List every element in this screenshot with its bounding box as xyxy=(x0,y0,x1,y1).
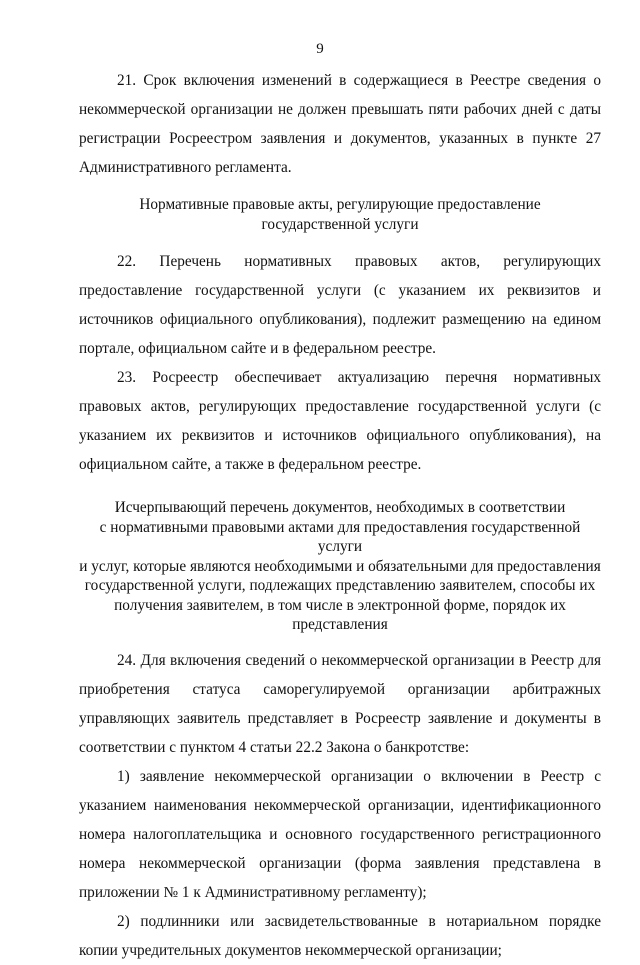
page-number: 9 xyxy=(316,41,324,57)
paragraph-23: 23. Росреестр обеспечивает актуализацию перечня нормативных правовых актов, регулирующих предоставление государственной услуги (с указанием их реквизитов и источников официального опубликования), на официальном сайте, а также в федеральном реестре. xyxy=(79,369,601,473)
section-heading-documents-list xyxy=(79,498,601,635)
section-heading-legal-acts xyxy=(79,195,601,234)
paragraph-22: 22. Перечень нормативных правовых актов, регулирующих предоставление государственной услуги (с указанием их реквизитов и источников официального опубликования), подлежит размещению на едином портале, официальном сайте и в федеральном реестре. xyxy=(79,253,601,357)
heading-line: и услуг, которые являются необходимыми и обязательными для предоставления xyxy=(79,557,601,575)
heading-line: с нормативными правовыми актами для предоставления государственной услуги xyxy=(99,518,581,555)
paragraph-21: 21. Срок включения изменений в содержащиеся в Реестре сведения о некоммерческой организации не должен превышать пяти рабочих дней с даты регистрации Росреестром заявления и документов, указанных в пункте 27 Административного регламента. xyxy=(79,72,601,176)
heading-line: государственной услуги xyxy=(261,215,419,233)
heading-line: представления xyxy=(292,616,388,633)
list-item-24-1: 1) заявление некоммерческой организации о включении в Реестр с указанием наименования некоммерческой организации, идентификационного номера налогоплательщика и основного государственного регистрационного номера некоммерческой организации (форма заявления представлена в приложении № 1 к Административному регламенту); xyxy=(79,767,601,901)
document-body xyxy=(79,66,601,965)
heading-line: Исчерпывающий перечень документов, необходимых в соответствии xyxy=(114,499,566,516)
list-item-24-2: 2) подлинники или засвидетельствованные в нотариальном порядке копии учредительных документов некоммерческой организации; xyxy=(79,912,601,959)
heading-line: государственной услуги, подлежащих представлению заявителем, способы их xyxy=(84,577,596,594)
paragraph-24: 24. Для включения сведений о некоммерческой организации в Реестр для приобретения статуса саморегулируемой организации арбитражных управляющих заявитель представляет в Росреестр заявление и документы в соответствии с пунктом 4 статьи 22.2 Закона о банкротстве: xyxy=(79,651,601,756)
heading-line: Нормативные правовые акты, регулирующие предоставление xyxy=(139,196,541,213)
heading-line: получения заявителем, в том числе в электронной форме, порядок их xyxy=(114,596,566,614)
